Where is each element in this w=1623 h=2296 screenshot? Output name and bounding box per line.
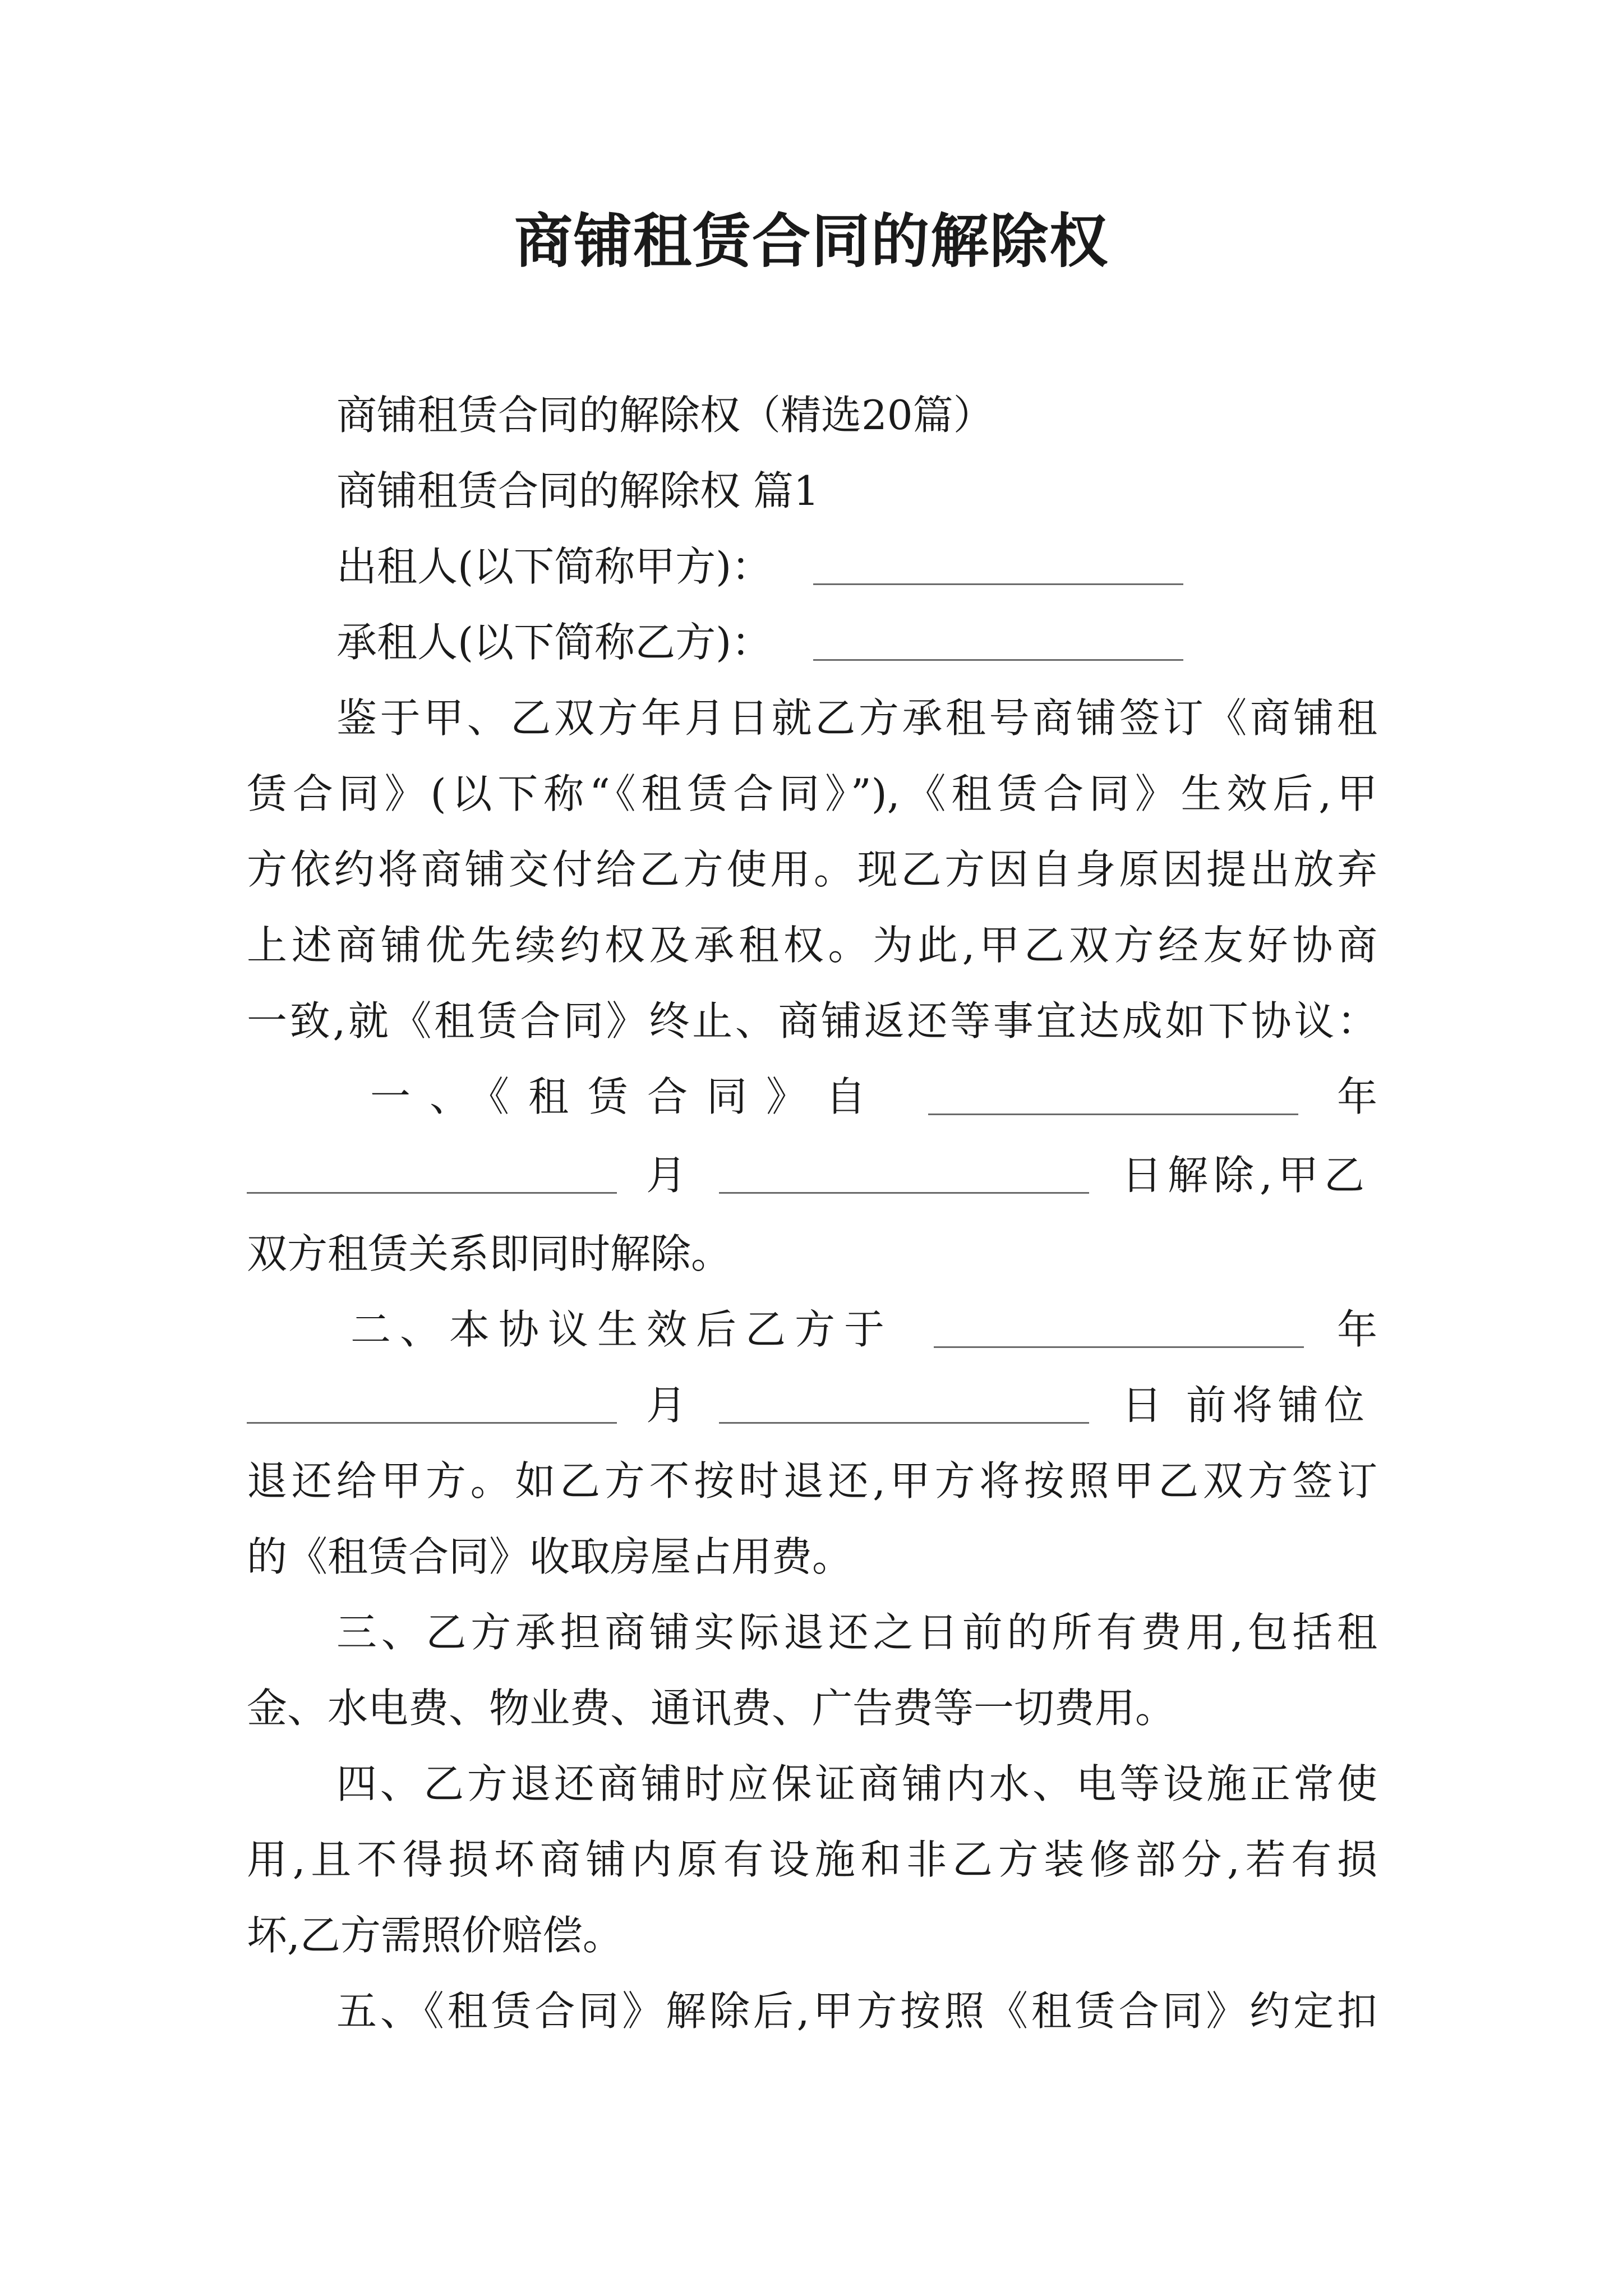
clause1-year-label: 年 [1337,1073,1378,1120]
clause1-end: 双方租赁关系即同时解除。 [247,1230,732,1277]
clause2-line: 的《租赁合同》收取房屋占用费。 [247,1533,853,1580]
clause1-year-field[interactable] [928,1114,1298,1115]
clause2-line: 退还给甲方。如乙方不按时退还,甲方将按照甲乙双方签订 [247,1457,1377,1504]
clause2-year-label: 年 [1337,1306,1378,1353]
clause2-year-field[interactable] [934,1346,1304,1348]
preamble-line: 上述商铺优先续约权及承租权。为此,甲乙双方经友好协商 [247,922,1377,969]
clause2-day-tail: 日 前将铺位 [1122,1382,1370,1429]
lessee-label: 承租人(以下简称乙方)： [336,619,772,666]
clause4-line: 四、乙方退还商铺时应保证商铺内水、电等设施正常使 [336,1760,1377,1807]
lessor-name-field[interactable] [813,583,1183,585]
clause4-line: 用,且不得损坏商铺内原有设施和非乙方装修部分,若有损 [247,1836,1377,1883]
clause1-month-field[interactable] [247,1192,617,1194]
document-title: 商铺租赁合同的解除权 [514,206,1109,275]
clause5-line: 五、《租赁合同》解除后,甲方按照《租赁合同》约定扣 [336,1987,1377,2035]
clause2-day-field[interactable] [719,1422,1089,1424]
clause3-line: 三、乙方承担商铺实际退还之日前的所有费用,包括租 [336,1609,1377,1656]
clause2-month-field[interactable] [247,1422,617,1424]
clause1-lead: 一、《租赁合同》自 [370,1073,886,1120]
clause2-month-label: 月 [646,1382,687,1429]
preamble-line: 方依约将商铺交付给乙方使用。现乙方因自身原因提出放弃 [247,846,1377,893]
clause1-day-tail: 日解除,甲乙 [1122,1152,1370,1199]
clause4-line: 坏,乙方需照价赔偿。 [247,1912,623,1959]
clause1-day-field[interactable] [719,1192,1089,1194]
clause1-month-label: 月 [646,1152,687,1199]
preamble-line: 赁合同》(以下称“《租赁合同》”),《租赁合同》生效后,甲 [247,770,1377,817]
preamble-line: 一致,就《租赁合同》终止、商铺返还等事宜达成如下协议： [247,997,1377,1045]
lessee-name-field[interactable] [813,659,1183,661]
lessor-label: 出租人(以下简称甲方)： [336,543,772,590]
clause3-line: 金、水电费、物业费、通讯费、广告费等一切费用。 [247,1685,1176,1732]
document-subtitle: 商铺租赁合同的解除权（精选20篇） [336,392,994,439]
clause2-lead: 二、本协议生效后乙方于 [351,1306,894,1353]
preamble-line: 鉴于甲、乙双方年月日就乙方承租号商铺签订《商铺租 [336,694,1377,742]
section-heading: 商铺租赁合同的解除权 篇1 [336,467,819,514]
